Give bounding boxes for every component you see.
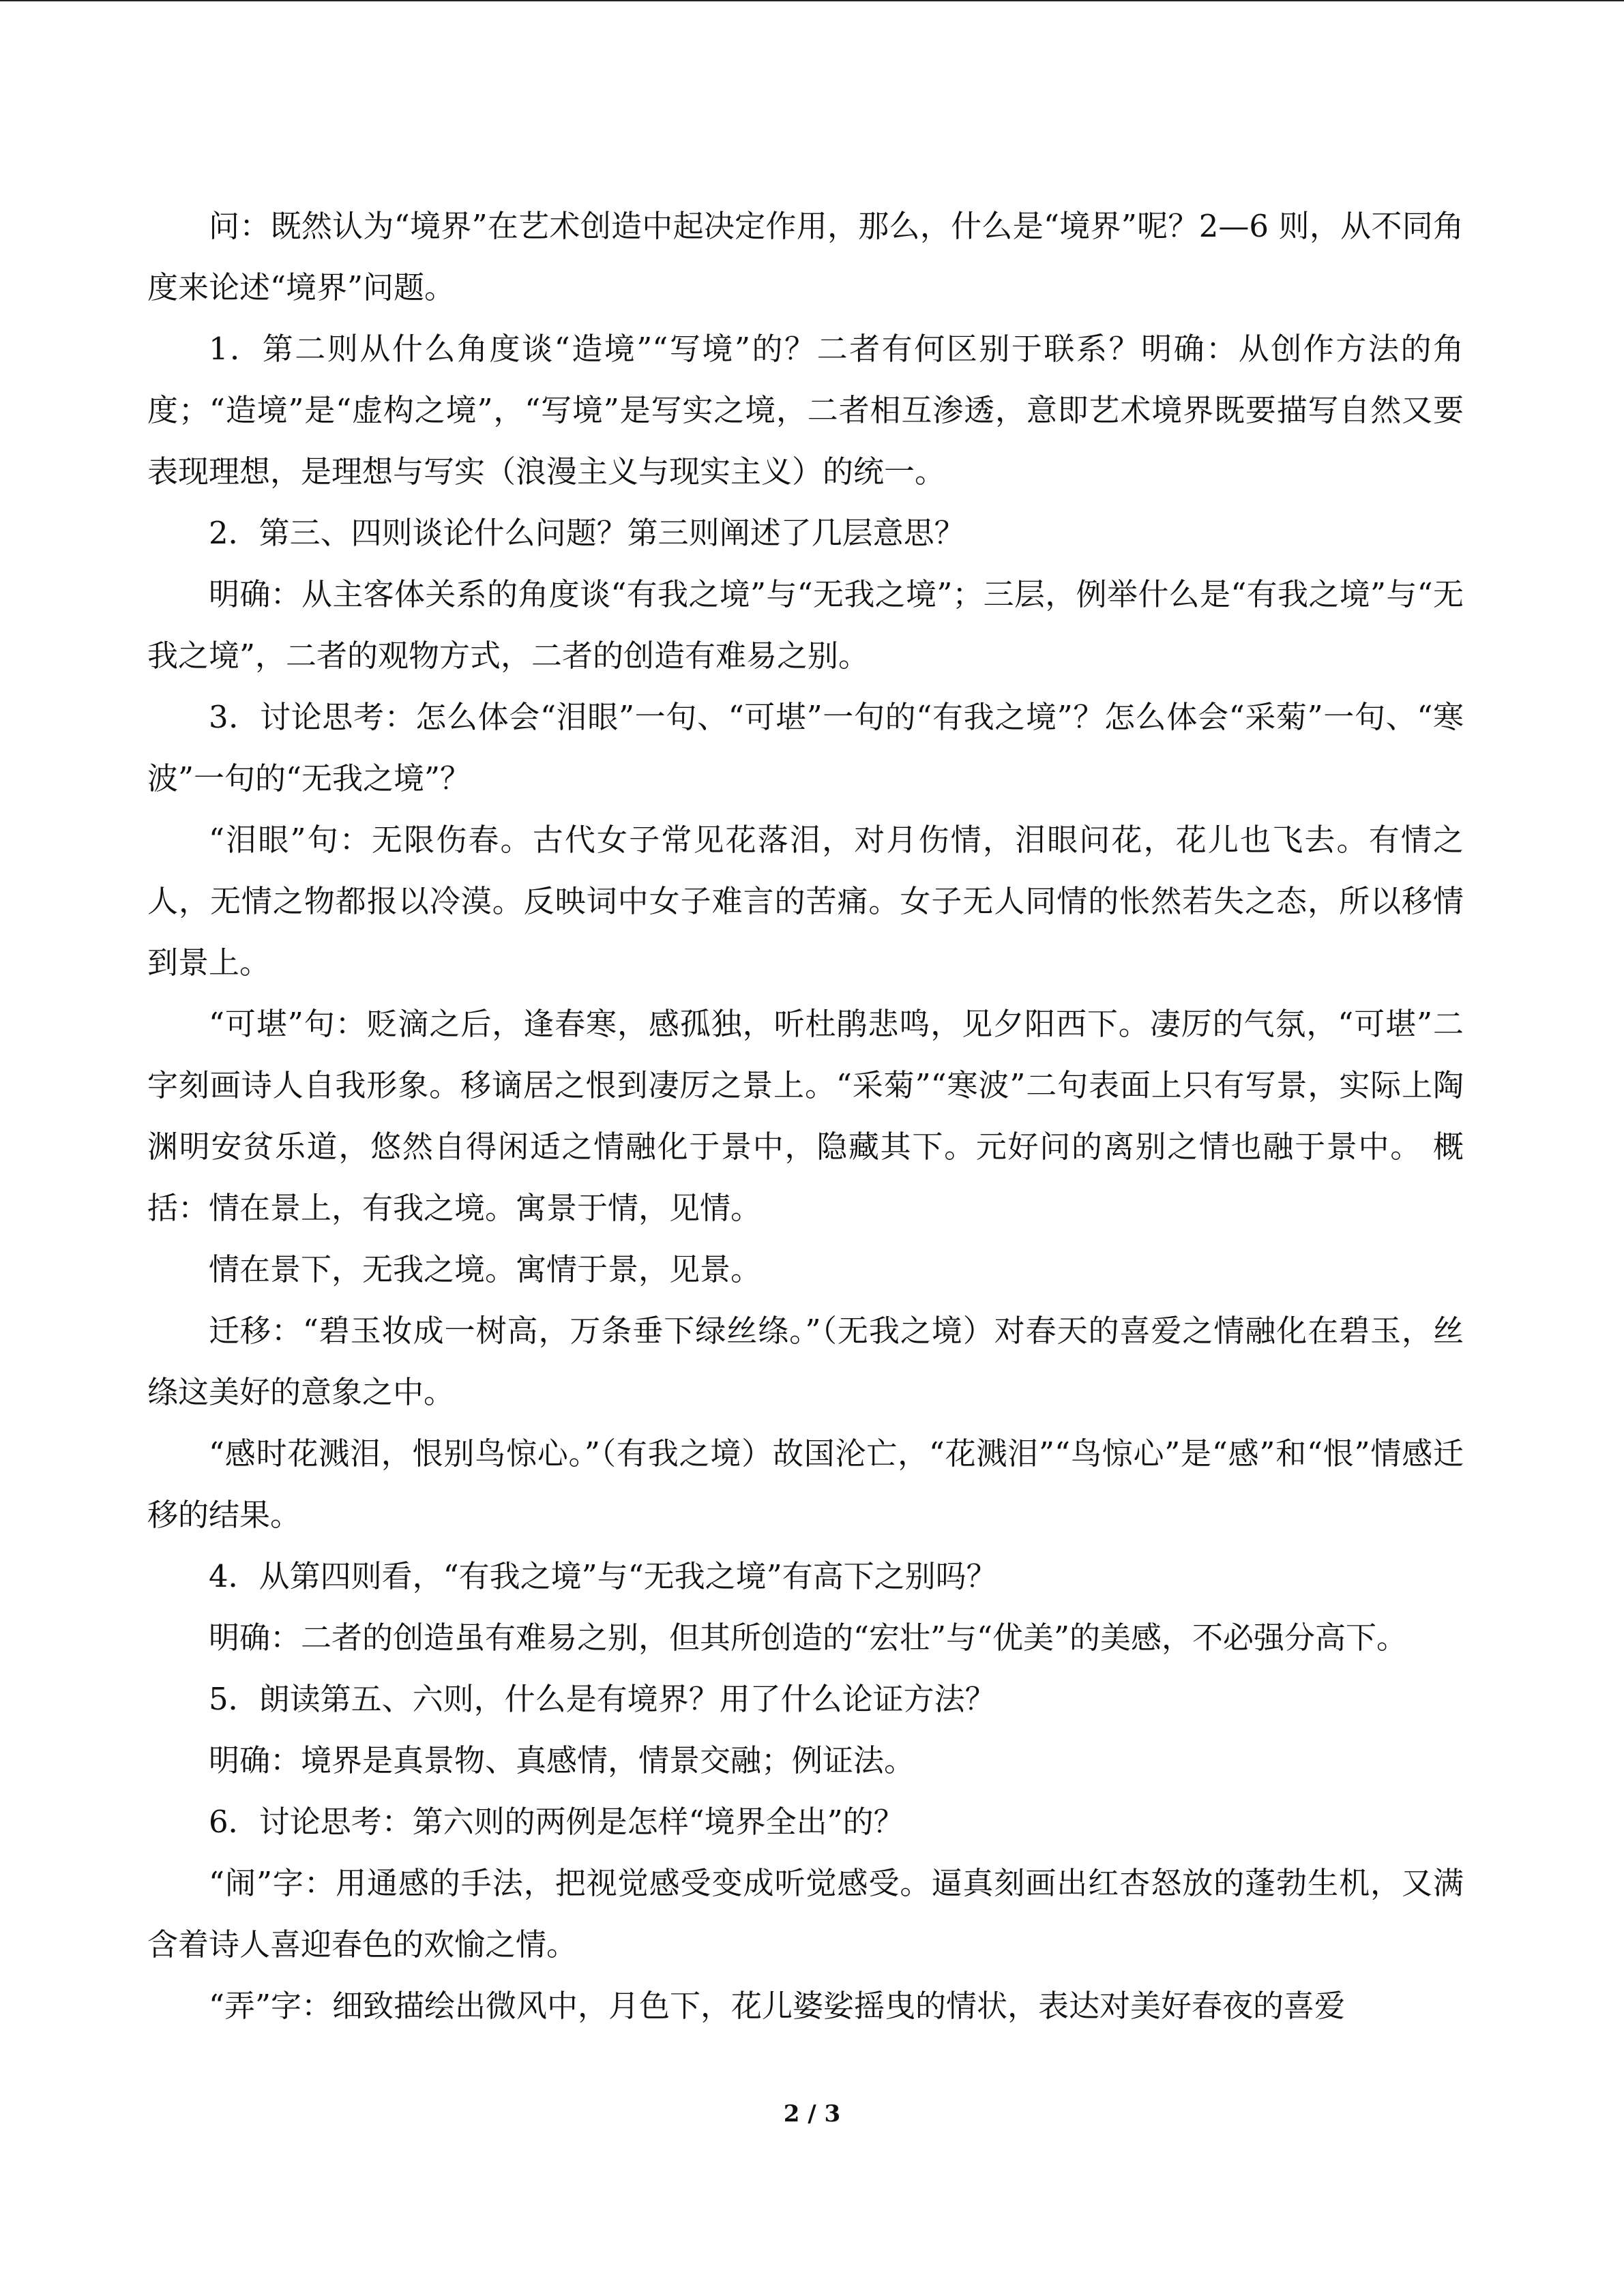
- paragraph: 2．第三、四则谈论什么问题？第三则阐述了几层意思？: [209, 515, 965, 551]
- paragraph: “闹”字：用通感的手法，把视觉感受变成听觉感受。逼真刻画出红杏怒放的蓬勃生机，又满含着诗人喜迎春色的欢愉之情。: [147, 1865, 1464, 1963]
- paragraph: 明确：境界是真景物、真感情，情景交融；例证法。: [209, 1742, 915, 1778]
- paragraph: 6．讨论思考：第六则的两例是怎样“境界全出”的？: [209, 1804, 904, 1840]
- paragraph: 1．第二则从什么角度谈“造境”“写境”的？二者有何区别于联系？明确：从创作方法的角度；“造境”是“虚构之境”，“写境”是写实之境，二者相互渗透，意即艺术境界既要描写自然又要表现理想，是理想与写实（浪漫主义与现实主义）的统一。: [147, 331, 1464, 490]
- paragraph: 问：既然认为“境界”在艺术创造中起决定作用，那么，什么是“境界”呢？2—6 则，从不同角度来论述“境界”问题。: [147, 208, 1464, 305]
- paragraph: 3．讨论思考：怎么体会“泪眼”一句、“可堪”一句的“有我之境”？怎么体会“采菊”一句、“寒波”一句的“无我之境”？: [147, 699, 1464, 796]
- paragraph: “泪眼”句：无限伤春。古代女子常见花落泪，对月伤情，泪眼问花，花儿也飞去。有情之人，无情之物都报以冷漠。反映词中女子难言的苦痛。女子无人同情的怅然若失之态，所以移情到景上。: [147, 822, 1464, 981]
- document-body: [147, 196, 1464, 2037]
- paragraph: “感时花溅泪，恨别鸟惊心。”（有我之境）故国沦亡，“花溅泪”“鸟惊心”是“感”和“恨”情感迁移的结果。: [147, 1435, 1464, 1533]
- paragraph: 明确：二者的创造虽有难易之别，但其所创造的“宏壮”与“优美”的美感，不必强分高下。: [209, 1620, 1408, 1656]
- paragraph: 明确：从主客体关系的角度谈“有我之境”与“无我之境”；三层，例举什么是“有我之境”与“无我之境”，二者的观物方式，二者的创造有难易之别。: [147, 576, 1464, 674]
- paragraph: 迁移：“碧玉妆成一树高，万条垂下绿丝绦。”（无我之境）对春天的喜爱之情融化在碧玉，丝绦这美好的意象之中。: [147, 1313, 1464, 1410]
- page-number: 2 / 3: [783, 2100, 841, 2128]
- paragraph: 4．从第四则看，“有我之境”与“无我之境”有高下之别吗？: [209, 1558, 997, 1594]
- paragraph: 情在景下，无我之境。寓情于景，见景。: [209, 1251, 762, 1287]
- page-top-border: [0, 0, 1624, 1]
- paragraph: “弄”字：细致描绘出微风中，月色下，花儿婆娑摇曳的情状，表达对美好春夜的喜爱: [209, 1988, 1346, 2024]
- paragraph: 5．朗读第五、六则，什么是有境界？用了什么论证方法？: [209, 1681, 996, 1717]
- paragraph: “可堪”句：贬滴之后，逢春寒，感孤独，听杜鹃悲鸣，见夕阳西下。凄厉的气氛，“可堪”二字刻画诗人自我形象。移谪居之恨到凄厉之景上。“采菊”“寒波”二句表面上只有写景，实际上陶渊明安贫乐道，悠然自得闲适之情融化于景中，隐藏其下。元好问的离别之情也融于景中。 概括：情在景上，有我之境。寓景于情，见情。: [147, 1006, 1464, 1226]
